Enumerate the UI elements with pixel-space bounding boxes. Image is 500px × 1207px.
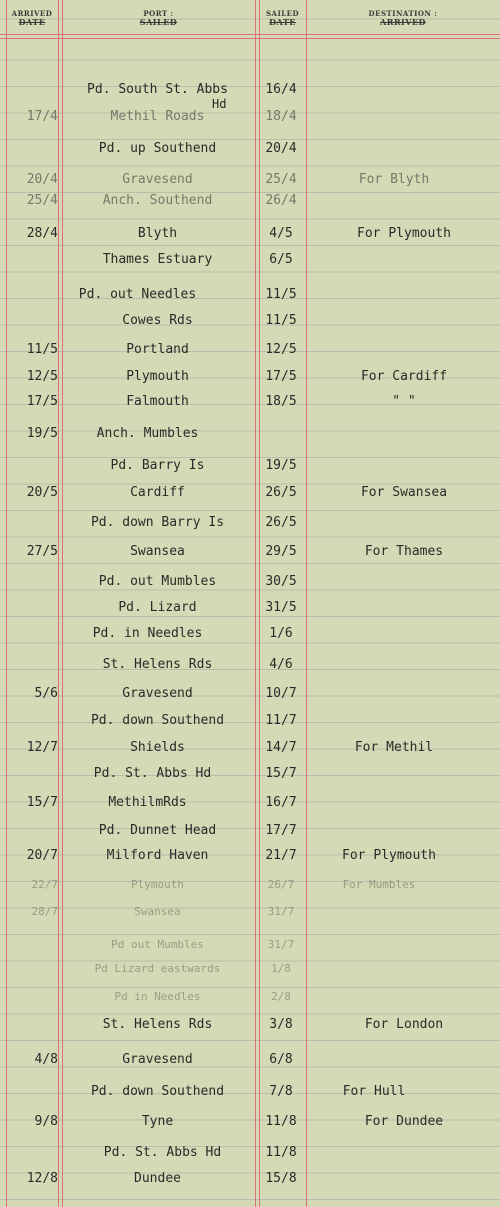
sailed-date-cell: 25/4 (265, 172, 297, 187)
port-cell: Pd. South St. Abbs (87, 82, 228, 97)
sailed-date-cell: 31/7 (267, 938, 295, 951)
sailed-date-cell: 3/8 (269, 1017, 293, 1032)
sailed-date-cell: 16/7 (265, 795, 297, 810)
port-cell: Pd. out Needles (78, 287, 197, 302)
superscript-note: Hd (212, 97, 227, 111)
port-cell: Gravesend (122, 172, 193, 187)
destination-cell: For Mumbles (342, 878, 416, 891)
arrived-date-cell: 4/8 (34, 1052, 58, 1067)
port-cell: Plymouth (126, 369, 189, 384)
sailed-date-cell: 18/4 (265, 109, 297, 124)
port-cell: Pd. Dunnet Head (98, 823, 217, 838)
sailed-date-cell: 4/5 (269, 226, 293, 241)
port-cell: Thames Estuary (102, 252, 213, 267)
port-cell: Pd. out Mumbles (98, 574, 217, 589)
port-cell: Anch. Southend (102, 193, 213, 208)
arrived-date-cell: 5/6 (34, 686, 58, 701)
arrived-date-cell: 28/7 (31, 905, 58, 918)
header-sailed-date: SAILED DATE (265, 9, 300, 27)
destination-cell: For Plymouth (342, 848, 436, 863)
arrived-date-cell: 12/8 (26, 1171, 58, 1186)
port-cell: Pd Lizard eastwards (94, 962, 221, 975)
port-cell: Blyth (137, 226, 178, 241)
port-cell: Swansea (134, 905, 181, 918)
sailed-date-cell: 11/5 (265, 313, 297, 328)
arrived-date-cell: 20/4 (26, 172, 58, 187)
sailed-date-cell: 26/5 (265, 485, 297, 500)
port-cell: Pd. in Needles (92, 626, 203, 641)
arrived-date-cell: 19/5 (26, 426, 58, 441)
sailed-date-cell: 30/5 (265, 574, 297, 589)
port-cell: Pd out Mumbles (111, 938, 204, 951)
sailed-date-cell: 4/6 (269, 657, 293, 672)
sailed-date-cell: 15/7 (265, 766, 297, 781)
ledger-rule (58, 0, 59, 1207)
arrived-date-cell: 17/5 (26, 394, 58, 409)
sailed-date-cell: 17/7 (265, 823, 297, 838)
sailed-date-cell: 6/8 (269, 1052, 293, 1067)
destination-cell: For Plymouth (357, 226, 451, 241)
sailed-date-cell: 1/8 (271, 962, 291, 975)
port-cell: Gravesend (122, 1052, 193, 1067)
header-rule (0, 38, 500, 39)
sailed-date-cell: 10/7 (265, 686, 297, 701)
header-arrived-date: ARRIVED DATE (11, 9, 53, 27)
sailed-date-cell: 11/8 (265, 1114, 297, 1129)
port-cell: Pd. up Southend (98, 141, 217, 156)
destination-cell: For London (364, 1017, 444, 1032)
port-cell: Cardiff (130, 485, 185, 500)
header-rule (0, 34, 500, 35)
arrived-date-cell: 27/5 (26, 544, 58, 559)
arrived-date-cell: 11/5 (26, 342, 58, 357)
arrived-date-cell: 12/5 (26, 369, 58, 384)
port-cell: Pd. down Southend (90, 713, 225, 728)
destination-cell: For Blyth (358, 172, 430, 187)
sailed-date-cell: 14/7 (265, 740, 297, 755)
sailed-date-cell: 20/4 (265, 141, 297, 156)
port-cell: Falmouth (126, 394, 189, 409)
sailed-date-cell: 12/5 (265, 342, 297, 357)
sailed-date-cell: 2/8 (271, 990, 291, 1003)
sailed-date-cell: 17/5 (265, 369, 297, 384)
destination-cell: For Hull (342, 1084, 406, 1099)
sailed-date-cell: 7/8 (269, 1084, 293, 1099)
port-cell: St. Helens Rds (102, 657, 213, 672)
arrived-date-cell: 17/4 (26, 109, 58, 124)
port-cell: Pd. St. Abbs Hd (103, 1145, 222, 1160)
port-cell: Pd. Lizard (118, 600, 197, 615)
sailed-date-cell: 11/7 (265, 713, 297, 728)
destination-cell: For Swansea (360, 485, 448, 500)
port-cell: St. Helens Rds (102, 1017, 213, 1032)
port-cell: Tyne (141, 1114, 174, 1129)
arrived-date-cell: 12/7 (26, 740, 58, 755)
arrived-date-cell: 22/7 (31, 878, 58, 891)
port-cell: Pd. Barry Is (110, 458, 205, 473)
port-cell: Dundee (134, 1171, 181, 1186)
port-cell: MethilmRds (108, 795, 187, 810)
port-cell: Gravesend (122, 686, 193, 701)
sailed-date-cell: 26/5 (265, 515, 297, 530)
sailed-date-cell: 11/5 (265, 287, 297, 302)
sailed-date-cell: 26/7 (267, 878, 295, 891)
header-port-sailed: PORT : SAILED (139, 9, 178, 27)
destination-cell: " " (392, 394, 416, 409)
port-cell: Methil Roads (110, 109, 205, 124)
sailed-date-cell: 29/5 (265, 544, 297, 559)
sailed-date-cell: 6/5 (269, 252, 293, 267)
port-cell: Portland (126, 342, 189, 357)
ledger-rule (255, 0, 256, 1207)
port-cell: Milford Haven (106, 848, 209, 863)
arrived-date-cell: 28/4 (26, 226, 58, 241)
sailed-date-cell: 11/8 (265, 1145, 297, 1160)
sailed-date-cell: 18/5 (265, 394, 297, 409)
arrived-date-cell: 15/7 (26, 795, 58, 810)
destination-cell: For Thames (364, 544, 444, 559)
port-cell: Anch. Mumbles (96, 426, 199, 441)
sailed-date-cell: 26/4 (265, 193, 297, 208)
sailed-date-cell: 21/7 (265, 848, 297, 863)
destination-cell: For Dundee (364, 1114, 444, 1129)
port-cell: Pd. down Barry Is (90, 515, 225, 530)
sailed-date-cell: 31/5 (265, 600, 297, 615)
port-cell: Pd. down Southend (90, 1084, 225, 1099)
port-cell: Pd in Needles (114, 990, 201, 1003)
destination-cell: For Cardiff (360, 369, 448, 384)
arrived-date-cell: 9/8 (34, 1114, 58, 1129)
arrived-date-cell: 20/5 (26, 485, 58, 500)
destination-cell: For Methil (354, 740, 434, 755)
ledger-rule (6, 0, 7, 1207)
arrived-date-cell: 25/4 (26, 193, 58, 208)
port-cell: Pd. St. Abbs Hd (93, 766, 212, 781)
port-cell: Cowes Rds (122, 313, 193, 328)
sailed-date-cell: 16/4 (265, 82, 297, 97)
port-cell: Swansea (130, 544, 185, 559)
header-destination-arrived: DESTINATION : ARRIVED (368, 9, 438, 27)
sailed-date-cell: 19/5 (265, 458, 297, 473)
sailed-date-cell: 31/7 (267, 905, 295, 918)
port-cell: Shields (130, 740, 185, 755)
sailed-date-cell: 15/8 (265, 1171, 297, 1186)
sailed-date-cell: 1/6 (269, 626, 293, 641)
arrived-date-cell: 20/7 (26, 848, 58, 863)
port-cell: Plymouth (131, 878, 184, 891)
